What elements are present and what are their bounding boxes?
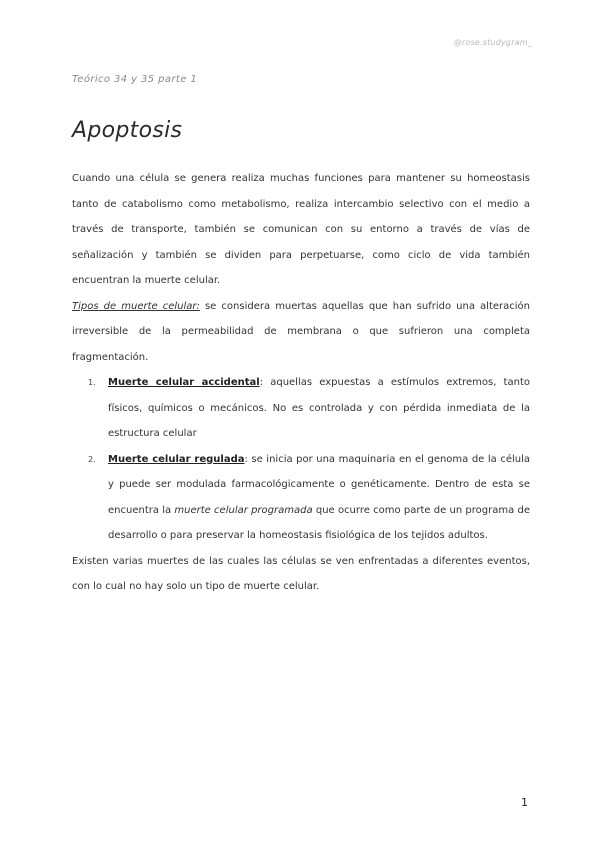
- list-term: Muerte celular accidental: [108, 377, 260, 388]
- document-body: [72, 166, 530, 600]
- lecture-subtitle: Teórico 34 y 35 parte 1: [72, 74, 198, 85]
- types-label: Tipos de muerte celular:: [72, 300, 200, 312]
- list-term: Muerte celular regulada: [108, 453, 245, 465]
- intro-paragraph: Cuando una célula se genera realiza muchas funciones para mantener su homeostasis tanto de catabolismo como metabolismo, realiza intercambio selectivo con el medio a través de transporte, también se comunican con su entorno a través de vías de señalización y también se dividen para perpetuarse, como ciclo de vida también encuentran la muerte celular.: [72, 173, 530, 286]
- list-number: 1.: [88, 378, 96, 387]
- list-text: : aquellas expuestas a estímulos extremos, tanto físicos, químicos o mecánicos. No es controlada y con pérdida inmediata de la estructura celular: [108, 377, 530, 439]
- list-item: [72, 447, 530, 549]
- list-text: que ocurre como parte de un programa de desarrollo o para preservar la homeostasis fisiológica de los tejidos adultos.: [108, 504, 530, 541]
- list-emphasis: muerte celular programada: [174, 504, 313, 516]
- list-item: [72, 370, 530, 447]
- page-number: 1: [521, 796, 528, 809]
- list-number: 2.: [88, 454, 96, 464]
- watermark-handle: @rose.studygram_: [453, 38, 532, 47]
- list-text: : se inicia por una maquinaria en el genoma de la célula y puede ser modulada farmacológicamente o genéticamente. Dentro de esta se encuentra la: [108, 453, 530, 516]
- death-types-list: [72, 370, 530, 549]
- closing-paragraph: Existen varias muertes de las cuales las células se ven enfrentadas a diferentes eventos, con lo cual no hay solo un tipo de muerte celular.: [72, 555, 530, 592]
- types-paragraph: [72, 294, 530, 371]
- page-title: Apoptosis: [72, 118, 183, 143]
- types-text: se considera muertas aquellas que han sufrido una alteración irreversible de la permeabilidad de membrana o que sufrieron una completa fragmentación.: [72, 300, 530, 363]
